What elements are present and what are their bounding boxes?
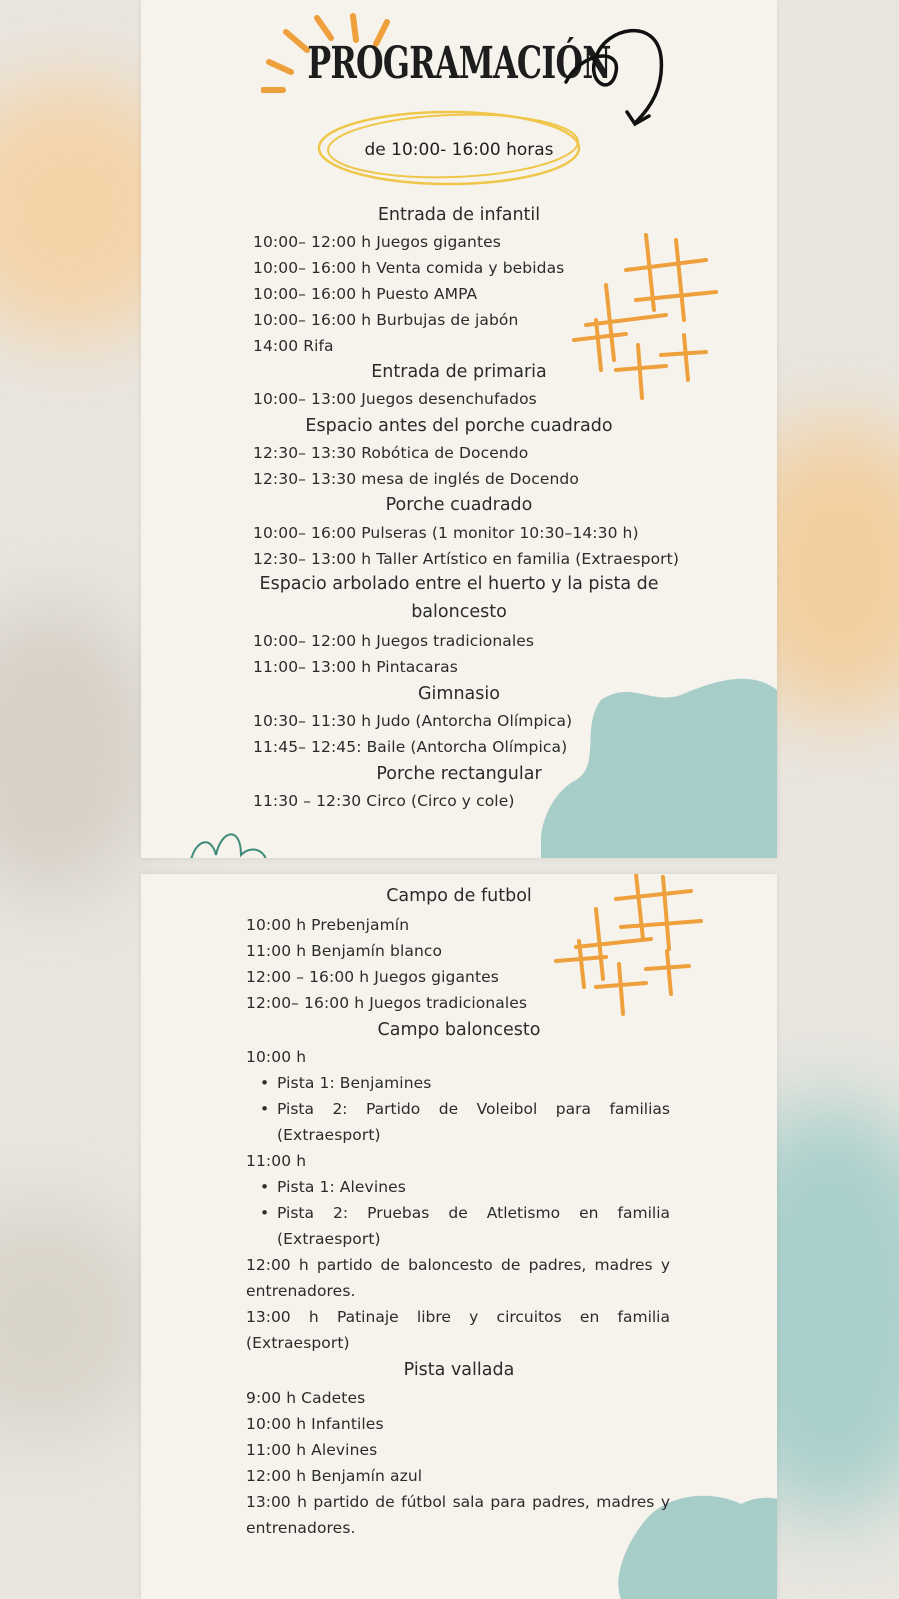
schedule-item: 11:45– 12:45: Baile (Antorcha Olímpica) — [253, 738, 568, 756]
schedule-paragraph: 13:00 h Patinaje libre y circuitos en familia — [246, 1308, 670, 1326]
program-page-2 — [141, 874, 777, 1599]
section-heading: Campo de futbol — [386, 886, 532, 906]
bullet-item-continuation: (Extraesport) — [277, 1230, 381, 1248]
schedule-item: 12:30– 13:30 mesa de inglés de Docendo — [253, 470, 579, 488]
section-heading: Porche cuadrado — [385, 495, 533, 515]
section-heading: Espacio arbolado entre el huerto y la pista de — [259, 574, 659, 594]
time-label: 10:00 h — [246, 1048, 307, 1066]
hours-subtitle: de 10:00- 16:00 horas — [364, 140, 554, 160]
schedule-item: 10:30– 11:30 h Judo (Antorcha Olímpica) — [253, 712, 573, 730]
bullet-item: • Pista 2: Pruebas de Atletismo en familia — [277, 1204, 670, 1222]
schedule-item: 10:00– 16:00 h Burbujas de jabón — [253, 311, 519, 329]
program-page-1 — [141, 0, 777, 858]
schedule-item: 10:00– 13:00 Juegos desenchufados — [253, 390, 537, 408]
time-label: 11:00 h — [246, 1152, 307, 1170]
section-heading: Entrada de primaria — [371, 362, 547, 382]
schedule-item: 9:00 h Cadetes — [246, 1389, 366, 1407]
schedule-paragraph: 12:00 h partido de baloncesto de padres, madres y — [246, 1256, 670, 1274]
bullet-item: • Pista 1: Alevines — [277, 1178, 406, 1196]
section-heading: Pista vallada — [403, 1360, 515, 1380]
section-heading: Gimnasio — [418, 684, 500, 704]
schedule-item: 11:00 h Alevines — [246, 1441, 378, 1459]
crosses-decoration — [566, 230, 726, 410]
schedule-paragraph-continuation: entrenadores. — [246, 1282, 356, 1300]
schedule-item: 11:00 h Benjamín blanco — [246, 942, 443, 960]
bullet-item-continuation: (Extraesport) — [277, 1126, 381, 1144]
leaf-doodle-decoration — [186, 820, 276, 858]
section-heading: Porche rectangular — [376, 764, 542, 784]
schedule-item: 10:00– 12:00 h Juegos gigantes — [253, 233, 501, 251]
schedule-item: 12:00 – 16:00 h Juegos gigantes — [246, 968, 499, 986]
schedule-item: 10:00– 16:00 h Puesto AMPA — [253, 285, 478, 303]
schedule-item: 10:00 h Infantiles — [246, 1415, 384, 1433]
schedule-paragraph: 13:00 h partido de fútbol sala para padres, madres y — [246, 1493, 670, 1511]
schedule-item: 12:30– 13:30 Robótica de Docendo — [253, 444, 529, 462]
schedule-item: 10:00 h Prebenjamín — [246, 916, 410, 934]
schedule-item: 12:00– 16:00 h Juegos tradicionales — [246, 994, 528, 1012]
section-heading: Espacio antes del porche cuadrado — [305, 416, 613, 436]
schedule-item: 11:30 – 12:30 Circo (Circo y cole) — [253, 792, 515, 810]
schedule-item: 12:30– 13:00 h Taller Artístico en familia (Extraesport) — [253, 550, 679, 568]
bullet-item: • Pista 1: Benjamines — [277, 1074, 431, 1092]
bullet-item: • Pista 2: Partido de Voleibol para familias — [277, 1100, 670, 1118]
schedule-paragraph-continuation: entrenadores. — [246, 1519, 356, 1537]
section-heading: baloncesto — [411, 602, 507, 622]
schedule-paragraph-continuation: (Extraesport) — [246, 1334, 350, 1352]
schedule-item: 12:00 h Benjamín azul — [246, 1467, 423, 1485]
section-heading: Entrada de infantil — [377, 205, 541, 225]
schedule-item: 14:00 Rifa — [253, 337, 334, 355]
schedule-item: 10:00– 16:00 Pulseras (1 monitor 10:30–14:30 h) — [253, 524, 639, 542]
schedule-item: 10:00– 16:00 h Venta comida y bebidas — [253, 259, 565, 277]
page-title: PROGRAMACIÓN — [307, 38, 611, 89]
schedule-item: 10:00– 12:00 h Juegos tradicionales — [253, 632, 535, 650]
schedule-item: 11:00– 13:00 h Pintacaras — [253, 658, 458, 676]
section-heading: Campo baloncesto — [377, 1020, 541, 1040]
